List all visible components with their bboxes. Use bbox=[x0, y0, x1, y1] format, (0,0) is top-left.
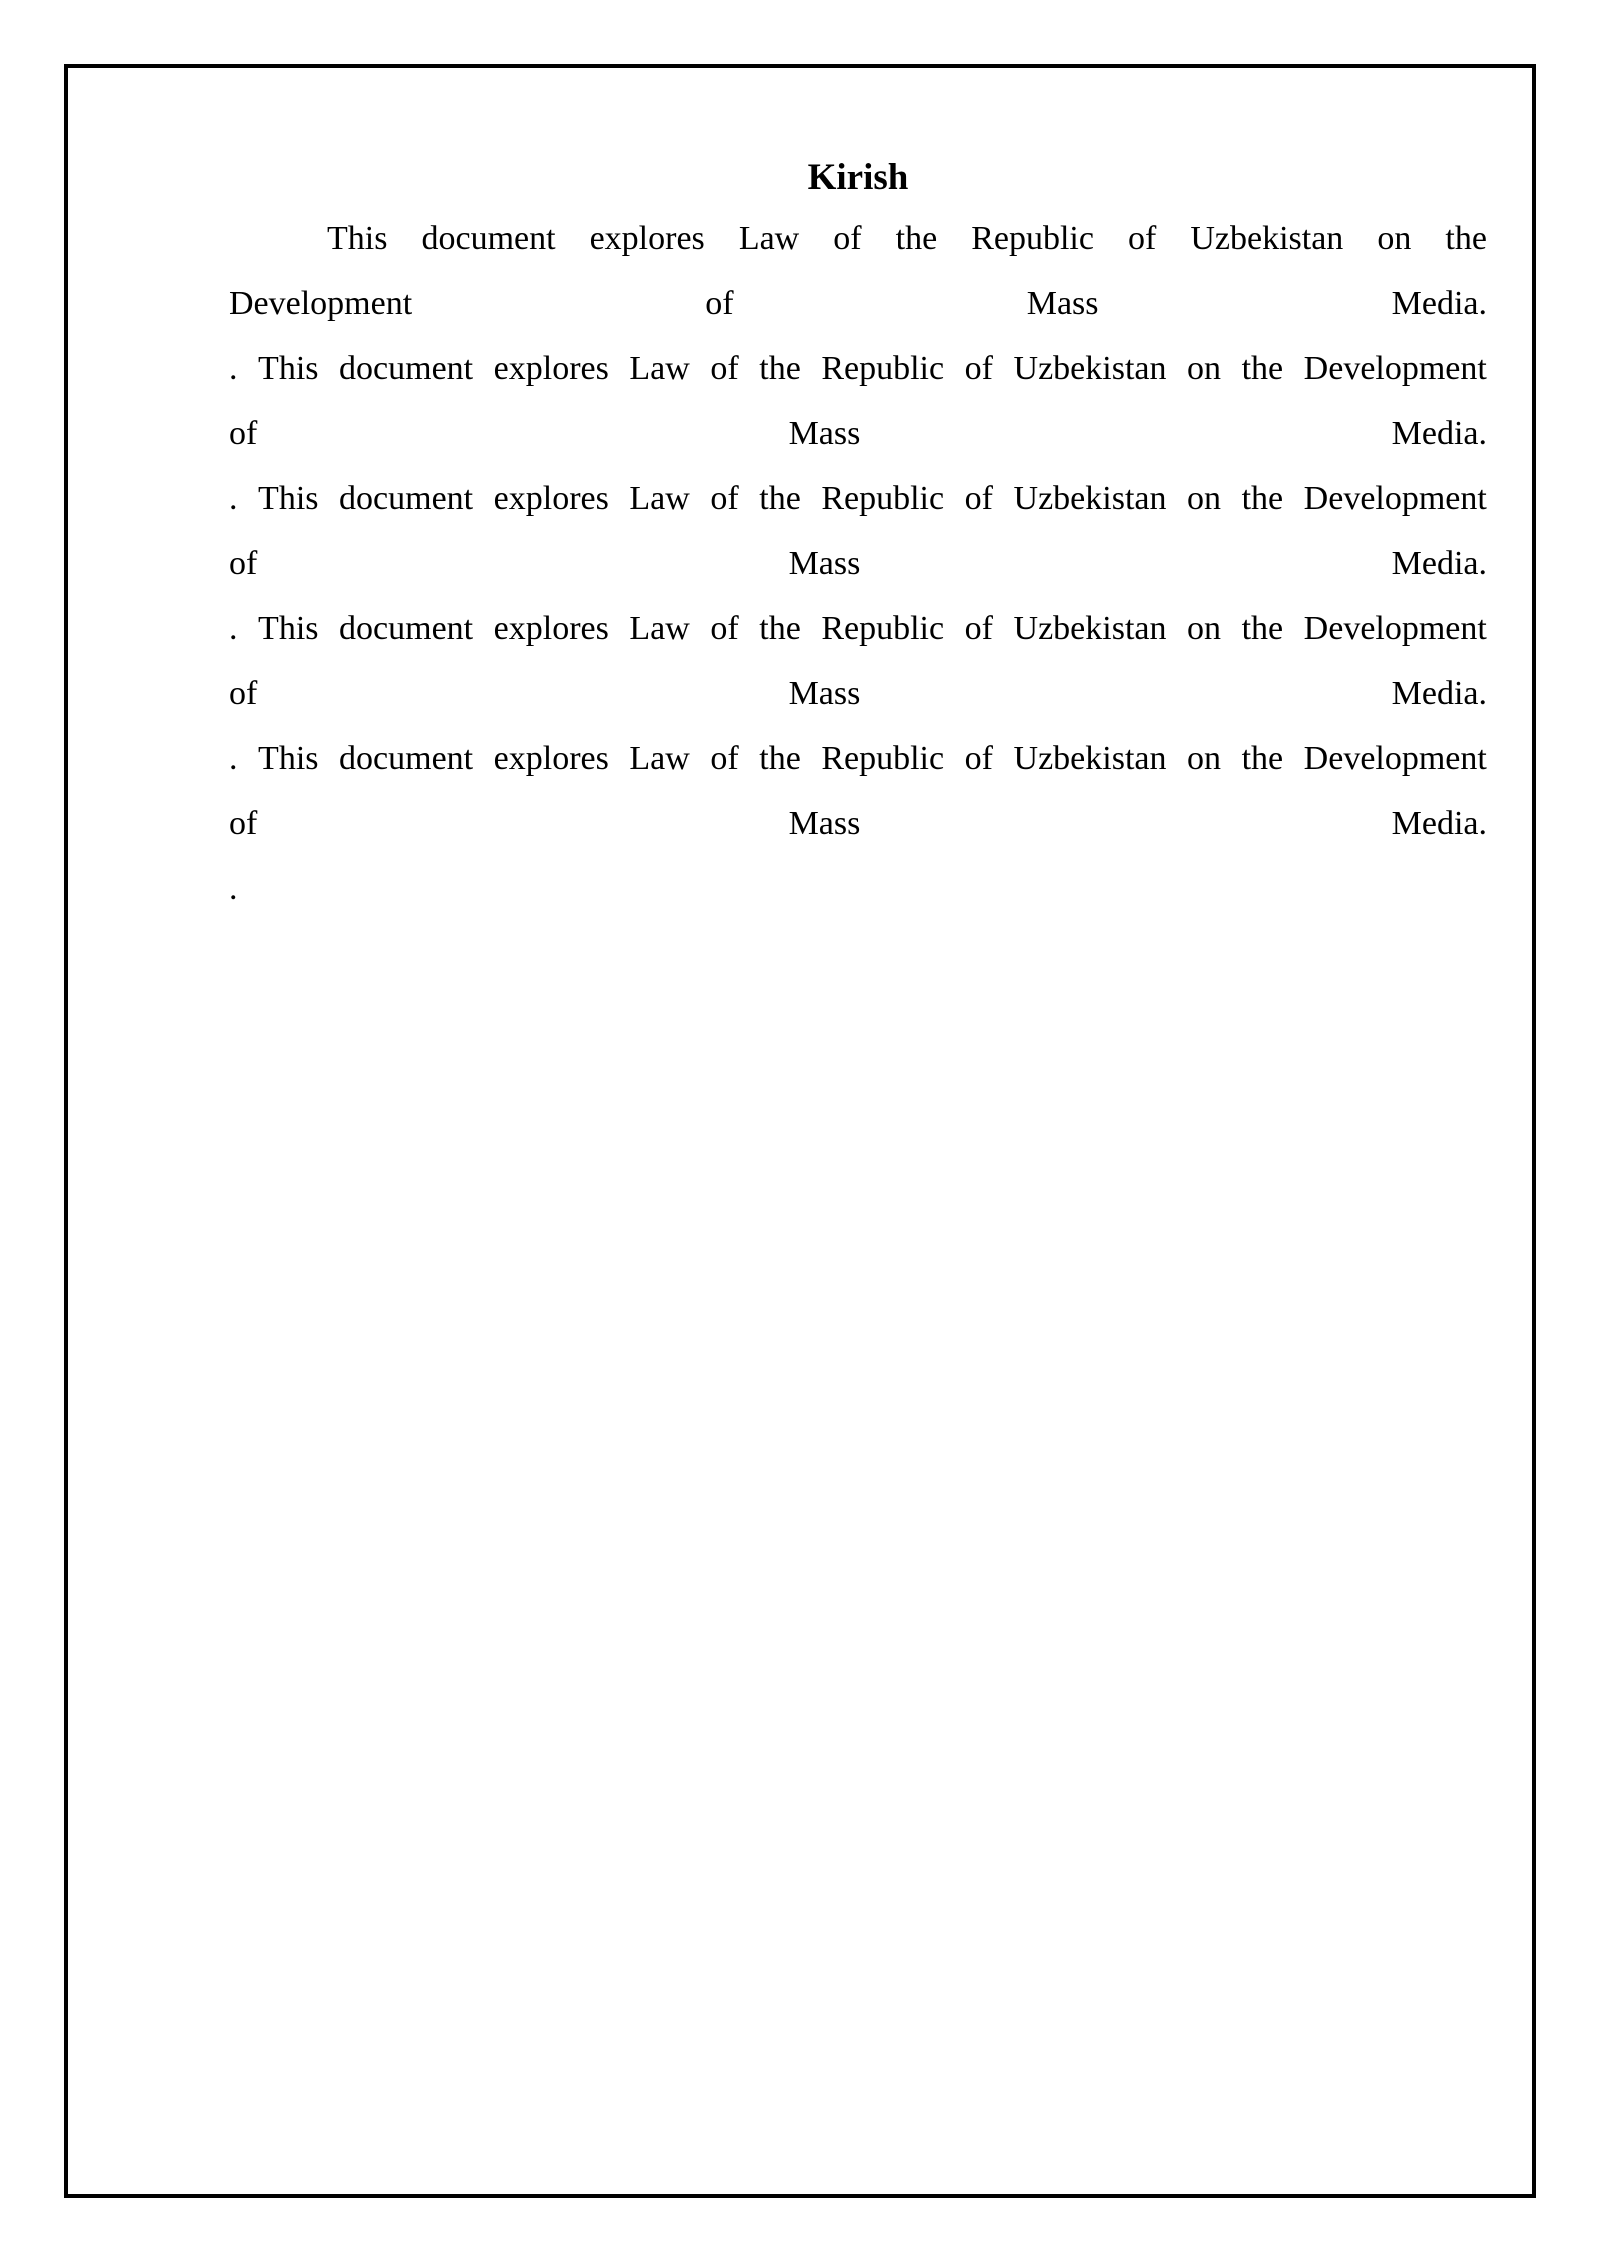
word: explores bbox=[493, 740, 609, 777]
word: Development bbox=[1303, 480, 1487, 517]
word: the bbox=[759, 740, 801, 777]
word: . bbox=[229, 740, 238, 777]
word: Media. bbox=[1391, 675, 1487, 712]
word: document bbox=[339, 610, 474, 647]
text-line bbox=[229, 466, 1487, 531]
word: the bbox=[1241, 480, 1284, 517]
word: Uzbekistan bbox=[1013, 610, 1167, 647]
word: the bbox=[895, 220, 938, 257]
word: of bbox=[710, 740, 739, 777]
word: Mass bbox=[788, 545, 861, 582]
text-line bbox=[229, 661, 1487, 726]
text-line bbox=[229, 336, 1487, 401]
word: document bbox=[339, 480, 474, 517]
word: of bbox=[1128, 220, 1157, 257]
word: Republic bbox=[821, 610, 945, 647]
paragraph bbox=[229, 206, 1487, 921]
word: of bbox=[964, 740, 993, 777]
word: of bbox=[964, 610, 993, 647]
word: Media. bbox=[1391, 805, 1487, 842]
word: the bbox=[1241, 740, 1284, 777]
word: Law bbox=[629, 350, 690, 387]
word: Development bbox=[1303, 610, 1487, 647]
word: . bbox=[229, 870, 238, 907]
text-line bbox=[229, 726, 1487, 791]
word: on bbox=[1187, 740, 1222, 777]
page-title: Kirish bbox=[807, 157, 909, 198]
text-line bbox=[229, 206, 1487, 271]
word: the bbox=[1241, 350, 1284, 387]
word: on bbox=[1187, 480, 1222, 517]
word: of bbox=[833, 220, 862, 257]
word: Mass bbox=[788, 415, 861, 452]
word: the bbox=[1241, 610, 1284, 647]
word: document bbox=[421, 220, 556, 257]
word: Law bbox=[629, 480, 690, 517]
word: Mass bbox=[1026, 285, 1099, 322]
text-line bbox=[229, 401, 1487, 466]
word: Uzbekistan bbox=[1013, 350, 1167, 387]
word: Media. bbox=[1391, 285, 1487, 322]
word: on bbox=[1187, 350, 1222, 387]
word: on bbox=[1187, 610, 1222, 647]
word: Republic bbox=[821, 740, 945, 777]
word: of bbox=[710, 480, 739, 517]
word: . bbox=[229, 350, 238, 387]
word: document bbox=[339, 350, 474, 387]
word: of bbox=[705, 285, 734, 322]
word: This bbox=[258, 480, 319, 517]
word: of bbox=[710, 610, 739, 647]
word: of bbox=[229, 415, 258, 452]
word: Media. bbox=[1391, 545, 1487, 582]
word: Development bbox=[1303, 740, 1487, 777]
word: of bbox=[964, 350, 993, 387]
word: Mass bbox=[788, 805, 861, 842]
word: Uzbekistan bbox=[1013, 480, 1167, 517]
text-line bbox=[229, 791, 1487, 856]
word: explores bbox=[493, 350, 609, 387]
word: This bbox=[258, 610, 319, 647]
word: Development bbox=[1303, 350, 1487, 387]
word: This bbox=[258, 740, 319, 777]
word: Development bbox=[229, 285, 413, 322]
word: explores bbox=[589, 220, 705, 257]
word: Republic bbox=[971, 220, 1094, 257]
word: of bbox=[229, 675, 258, 712]
word: Uzbekistan bbox=[1190, 220, 1344, 257]
word: . bbox=[229, 610, 238, 647]
word: of bbox=[229, 805, 258, 842]
word: explores bbox=[493, 610, 609, 647]
text-line bbox=[229, 596, 1487, 661]
word: the bbox=[759, 610, 801, 647]
word: explores bbox=[493, 480, 609, 517]
word: Law bbox=[629, 740, 690, 777]
word: the bbox=[759, 350, 801, 387]
word: This bbox=[258, 350, 319, 387]
word: Republic bbox=[821, 350, 945, 387]
text-line bbox=[229, 856, 1487, 921]
word: the bbox=[1445, 220, 1487, 257]
word: Law bbox=[738, 220, 800, 257]
word: document bbox=[339, 740, 474, 777]
word: of bbox=[710, 350, 739, 387]
word: on bbox=[1377, 220, 1412, 257]
word: Republic bbox=[821, 480, 945, 517]
text-line bbox=[229, 531, 1487, 596]
word: Law bbox=[629, 610, 690, 647]
word: of bbox=[229, 545, 258, 582]
word: . bbox=[229, 480, 238, 517]
word: Uzbekistan bbox=[1013, 740, 1167, 777]
text-line bbox=[229, 271, 1487, 336]
word: Media. bbox=[1391, 415, 1487, 452]
word: Mass bbox=[788, 675, 861, 712]
word: the bbox=[759, 480, 801, 517]
word: of bbox=[964, 480, 993, 517]
document-body bbox=[229, 150, 1487, 921]
word: This bbox=[327, 220, 388, 257]
